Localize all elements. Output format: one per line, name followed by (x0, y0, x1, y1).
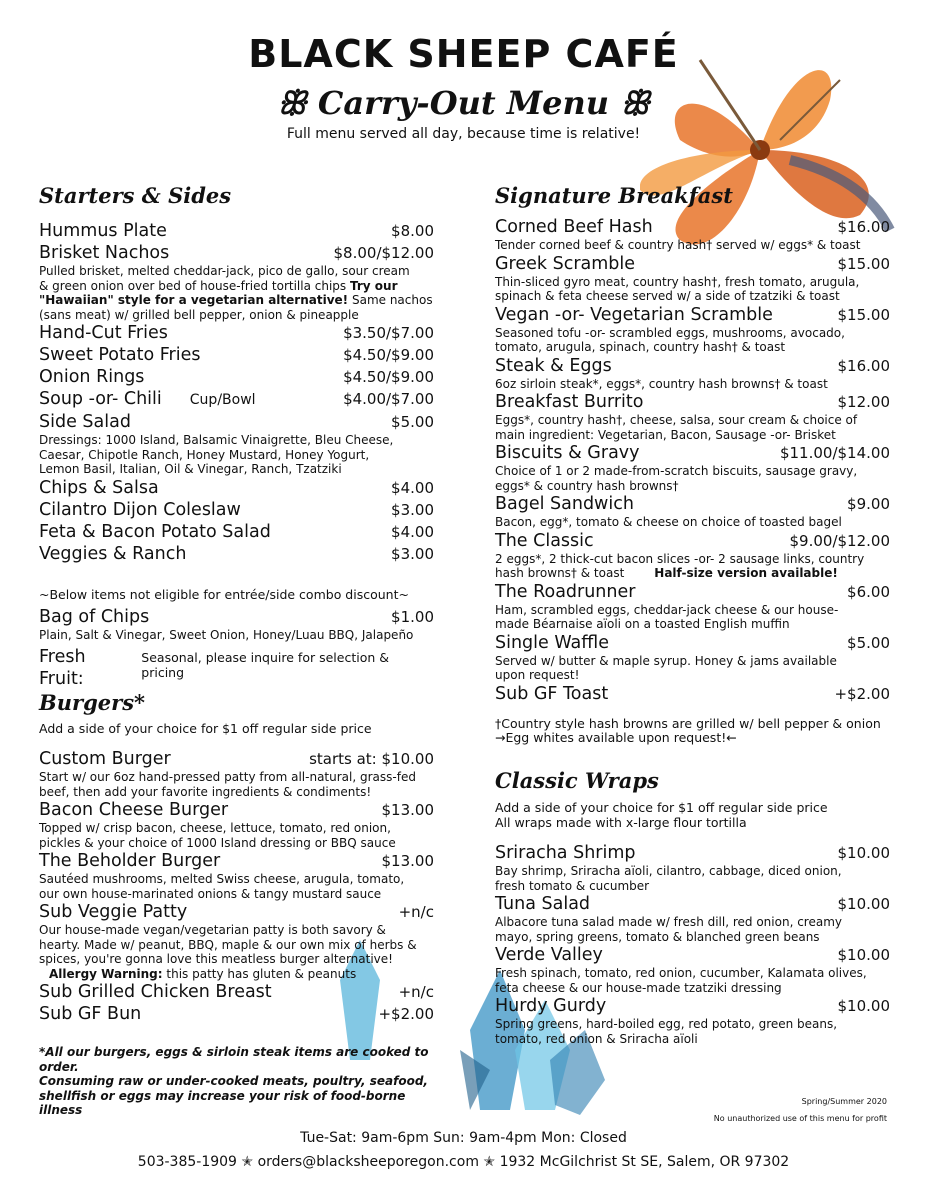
item-description: mayo, spring greens, tomato & blanched green beans (495, 929, 820, 944)
menu-item (495, 530, 890, 552)
item-name: Side Salad (39, 412, 131, 432)
menu-item (39, 411, 434, 433)
disclaimer: *All our burgers, eggs & sirloin steak items are cooked to order. (39, 1045, 429, 1074)
item-name: Steak & Eggs (495, 355, 612, 376)
item-description: Choice of 1 or 2 made-from-scratch biscuits, sausage gravy, (495, 464, 858, 478)
item-name: Fresh Fruit: (39, 647, 86, 689)
item-name: The Classic (495, 530, 594, 551)
menu-item (39, 981, 434, 1003)
item-price: $1.00 (391, 607, 434, 626)
item-price: $3.50/$7.00 (343, 324, 434, 342)
size-label: Cup/Bowl (189, 392, 256, 408)
item-description: hearty. Made w/ peanut, BBQ, maple & our own mix of herbs & (39, 937, 417, 952)
item-description: Caesar, Chipotle Ranch, Honey Mustard, Honey Yogurt, (39, 447, 370, 462)
wraps-intro: All wraps made with x-large flour tortilla (495, 814, 747, 830)
item-description: 2 eggs*, 2 thick-cut bacon slices -or- 2 sausage links, country (495, 551, 865, 566)
item-description: & green onion over bed of house-fried tortilla chips Try our (39, 278, 398, 293)
item-name: Vegan -or- Vegetarian Scramble (495, 304, 773, 325)
item-price: $3.00 (391, 544, 434, 563)
wraps-heading: Classic Wraps (495, 768, 659, 793)
item-description: (sans meat) w/ grilled bell pepper, onion & pineapple (39, 307, 359, 322)
item-name: Sub Grilled Chicken Breast (39, 982, 272, 1002)
copyright-notice: No unauthorized use of this menu for profit (713, 1114, 887, 1123)
item-price: $15.00 (837, 254, 890, 273)
item-description: tomato, arugula, spinach, country hash† & toast (495, 340, 786, 354)
burgers-intro: Add a side of your choice for $1 off regular side price (39, 721, 372, 736)
contact-info: 503-385-1909 ✭ orders@blacksheeporegon.com ✭ 1932 McGilchrist St SE, Salem, OR 97302 (137, 1154, 790, 1170)
breakfast-section (495, 183, 890, 746)
item-description: upon request! (495, 668, 580, 682)
menu-item (495, 944, 890, 966)
item-name: Sweet Potato Fries (39, 345, 201, 365)
item-name: The Beholder Burger (39, 851, 221, 871)
item-description: spices, you're gonna love this meatless burger alternative! (39, 952, 393, 966)
menu-item (39, 1003, 434, 1025)
item-name: Hurdy Gurdy (495, 996, 607, 1016)
item-name: Cilantro Dijon Coleslaw (39, 499, 241, 520)
item-price: $13.00 (381, 801, 434, 819)
item-description: Eggs*, country hash†, cheese, salsa, sour cream & choice of (495, 413, 858, 427)
starters-heading: Starters & Sides (39, 183, 232, 208)
disclaimer: Consuming raw or under-cooked meats, poultry, seafood, (39, 1074, 428, 1088)
menu-item (39, 543, 434, 565)
season-label: Spring/Summer 2020 (801, 1097, 887, 1106)
menu-item (495, 842, 890, 864)
item-description: Topped w/ crisp bacon, cheese, lettuce, tomato, red onion, (39, 821, 391, 835)
item-name: Corned Beef Hash (495, 217, 653, 237)
item-price: $5.00 (391, 413, 434, 431)
item-description: Lemon Basil, Italian, Oil & Vinegar, Ranch, Tzatziki (39, 462, 342, 476)
egg-whites-note: →Egg whites available upon request!← (495, 730, 737, 745)
item-price: $8.00 (391, 222, 434, 240)
item-description: Thin-sliced gyro meat, country hash†, fresh tomato, arugula, (495, 274, 860, 289)
item-description: fresh tomato & cucumber (495, 878, 650, 893)
item-price: $16.00 (837, 356, 890, 375)
menu-item (39, 344, 434, 366)
item-price: $4.00 (391, 522, 434, 541)
item-name: Feta & Bacon Potato Salad (39, 521, 271, 542)
item-price: +$2.00 (378, 1005, 434, 1023)
item-name: Bacon Cheese Burger (39, 800, 229, 820)
menu-item (39, 242, 434, 264)
item-description: Dressings: 1000 Island, Balsamic Vinaigrette, Bleu Cheese, (39, 433, 394, 447)
menu-item (495, 304, 890, 326)
item-price: $12.00 (837, 393, 890, 411)
item-description: spinach & feta cheese served w/ a side of tzatziki & toast (495, 289, 840, 303)
wraps-section (495, 768, 890, 1046)
menu-item (495, 632, 890, 654)
item-price: $13.00 (381, 852, 434, 870)
menu-item (495, 995, 890, 1017)
item-description: Start w/ our 6oz hand-pressed patty from all-natural, grass-fed (39, 770, 416, 784)
item-price: $10.00 (837, 946, 890, 964)
item-name: Hand-Cut Fries (39, 323, 168, 343)
item-description: Ham, scrambled eggs, cheddar-jack cheese & our house- (495, 602, 839, 617)
item-name: Greek Scramble (495, 253, 636, 274)
item-description: eggs* & country hash browns† (495, 478, 679, 493)
item-name: Custom Burger (39, 749, 171, 769)
item-name: Sriracha Shrimp (495, 843, 636, 863)
item-price: $4.00/$7.00 (343, 390, 434, 408)
breakfast-heading: Signature Breakfast (495, 183, 733, 208)
menu-item (495, 581, 890, 603)
item-price: $5.00 (847, 633, 890, 652)
item-price: +n/c (398, 903, 434, 921)
item-description: Albacore tuna salad made w/ fresh dill, red onion, creamy (495, 915, 842, 929)
menu-item (39, 901, 434, 923)
menu-item (495, 216, 890, 238)
item-price: $8.00/$12.00 (333, 244, 434, 262)
item-price: $3.00 (391, 500, 434, 519)
page-title: BLACK SHEEP CAFÉ (248, 32, 679, 76)
menu-item (39, 850, 434, 872)
item-description: Served w/ butter & maple syrup. Honey & jams available (495, 653, 837, 668)
menu-item (39, 521, 434, 543)
item-price: +n/c (398, 983, 434, 1001)
burgers-heading: Burgers* (39, 690, 145, 715)
item-description: Our house-made vegan/vegetarian patty is both savory & (39, 923, 386, 937)
item-description: main ingredient: Vegetarian, Bacon, Sausage -or- Brisket (495, 427, 836, 442)
item-name: The Roadrunner (495, 581, 636, 602)
menu-item (495, 493, 890, 515)
item-description: "Hawaiian" style for a vegetarian alternative! Same nachos (39, 293, 433, 307)
item-description: our own house-marinated onions & tangy mustard sauce (39, 886, 382, 901)
menu-item (495, 253, 890, 275)
item-price: $4.50/$9.00 (343, 368, 434, 386)
item-description: hash browns† & toast Half-size version available! (495, 566, 838, 580)
item-price: $4.50/$9.00 (343, 346, 434, 364)
menu-item (39, 477, 434, 499)
combo-notice: ~Below items not eligible for entrée/side combo discount~ (39, 586, 409, 602)
item-name: Veggies & Ranch (39, 543, 187, 564)
menu-item (39, 606, 434, 628)
menu-subtitle: ꕥ Carry-Out Menu ꕥ (277, 84, 650, 122)
menu-item (39, 646, 434, 690)
hash-note: †Country style hash browns are grilled w/ bell pepper & onion (495, 715, 881, 731)
item-name: Verde Valley (495, 945, 603, 965)
burgers-section (39, 690, 434, 1118)
menu-item (39, 748, 434, 770)
item-price: $10.00 (837, 997, 890, 1015)
item-price: $9.00 (847, 495, 890, 513)
menu-item (495, 683, 890, 705)
item-price: $10.00 (837, 844, 890, 862)
item-description: pickles & your choice of 1000 Island dressing or BBQ sauce (39, 835, 396, 850)
item-description: Sautéed mushrooms, melted Swiss cheese, arugula, tomato, (39, 872, 405, 886)
menu-item (39, 499, 434, 521)
item-description: Seasonal, please inquire for selection & pricing (141, 650, 389, 680)
item-description: Pulled brisket, melted cheddar-jack, pico de gallo, sour cream (39, 264, 410, 278)
item-name: Chips & Salsa (39, 477, 159, 498)
item-description: made Béarnaise aïoli on a toasted English muffin (495, 617, 790, 631)
item-description: feta cheese & our house-made tzatziki dressing (495, 980, 782, 995)
disclaimer: shellfish or eggs may increase your risk of food-borne illness (39, 1088, 406, 1117)
starters-section (39, 183, 434, 690)
item-description: tomato, red onion & Sriracha aïoli (495, 1031, 698, 1046)
item-name: Single Waffle (495, 632, 609, 653)
wraps-intro: Add a side of your choice for $1 off regular side price (495, 800, 828, 815)
item-price: $11.00/$14.00 (779, 444, 890, 462)
item-name: Sub Veggie Patty (39, 902, 188, 922)
item-name: Sub GF Toast (495, 683, 609, 704)
item-name: Bag of Chips (39, 606, 150, 627)
menu-item (39, 322, 434, 344)
item-name: Tuna Salad (495, 894, 591, 914)
item-description: Bay shrimp, Sriracha aïoli, cilantro, cabbage, diced onion, (495, 864, 842, 878)
item-name: Soup -or- Chili Cup/Bowl (39, 389, 256, 409)
item-price: $4.00 (391, 478, 434, 497)
menu-item (495, 893, 890, 915)
menu-item (495, 391, 890, 413)
item-description: Tender corned beef & country hash† served w/ eggs* & toast (495, 238, 861, 252)
menu-item (39, 799, 434, 821)
item-price: $9.00/$12.00 (789, 531, 890, 550)
item-description: Plain, Salt & Vinegar, Sweet Onion, Honey/Luau BBQ, Jalapeño (39, 627, 414, 642)
item-price: $15.00 (837, 305, 890, 324)
item-price: starts at: $10.00 (309, 750, 434, 768)
item-name: Hummus Plate (39, 221, 167, 241)
item-price: $16.00 (837, 218, 890, 236)
item-price: +$2.00 (834, 684, 890, 703)
item-description: Bacon, egg*, tomato & cheese on choice of toasted bagel (495, 515, 842, 529)
item-name: Bagel Sandwich (495, 494, 634, 514)
item-description: Fresh spinach, tomato, red onion, cucumber, Kalamata olives, (495, 966, 867, 980)
item-description: beef, then add your favorite ingredients & condiments! (39, 784, 372, 799)
allergy-warning: Allergy Warning: this patty has gluten & peanuts (49, 966, 357, 981)
item-name: Sub GF Bun (39, 1004, 142, 1024)
tagline: Full menu served all day, because time is relative! (286, 126, 641, 142)
item-price: $6.00 (847, 582, 890, 601)
item-description: Spring greens, hard-boiled egg, red potato, green beans, (495, 1017, 838, 1031)
menu-item (495, 442, 890, 464)
item-name: Breakfast Burrito (495, 392, 644, 412)
item-name: Brisket Nachos (39, 243, 170, 263)
item-name: Biscuits & Gravy (495, 443, 640, 463)
item-name: Onion Rings (39, 367, 145, 387)
menu-item (39, 366, 434, 388)
item-description: Seasoned tofu -or- scrambled eggs, mushrooms, avocado, (495, 325, 845, 340)
menu-item (39, 220, 434, 242)
hours: Tue-Sat: 9am-6pm Sun: 9am-4pm Mon: Closed (300, 1130, 627, 1146)
item-description: 6oz sirloin steak*, eggs*, country hash browns† & toast (495, 376, 828, 391)
menu-item (39, 388, 434, 411)
menu-item (495, 355, 890, 377)
item-price: $10.00 (837, 895, 890, 913)
